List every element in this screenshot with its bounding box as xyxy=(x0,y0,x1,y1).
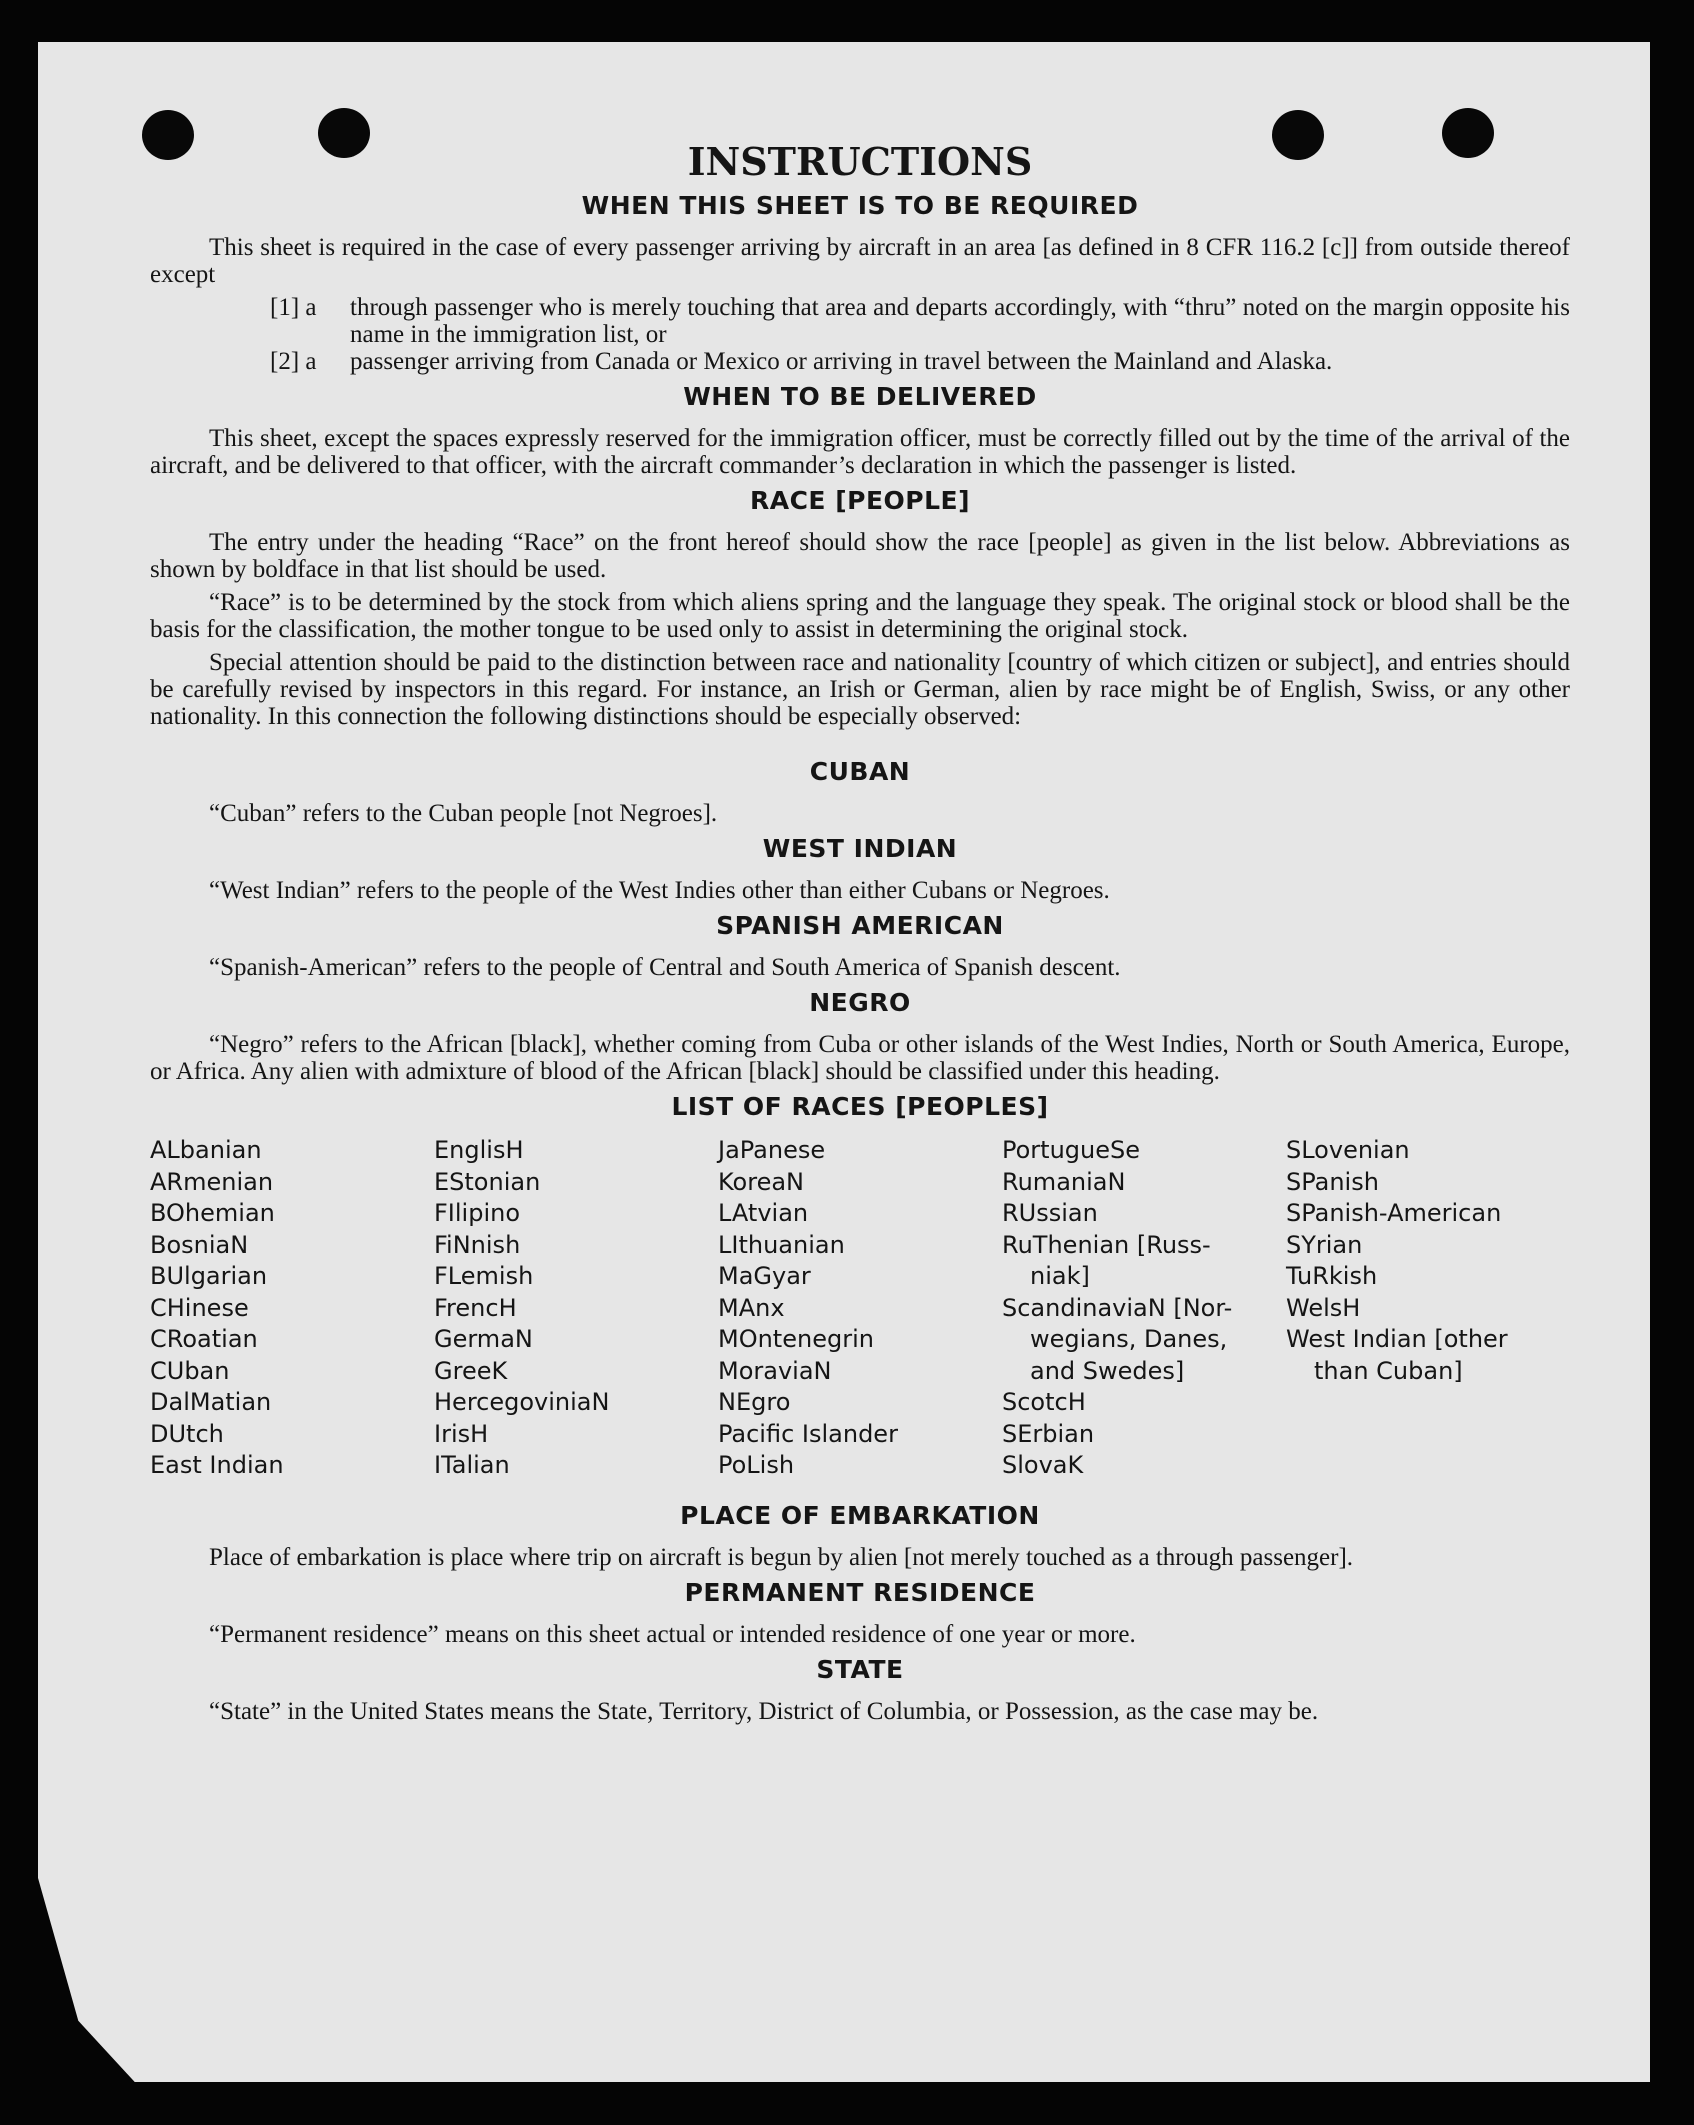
race-column xyxy=(1002,1135,1286,1482)
race-column xyxy=(718,1135,1002,1482)
race-item: wegians, Danes, xyxy=(1030,1325,1228,1353)
section-heading: LIST OF RACES [PEOPLES] xyxy=(671,1092,1049,1121)
race-item: JaPanese xyxy=(718,1136,826,1164)
race-item: RUssian xyxy=(1002,1199,1098,1227)
section-heading: RACE [PEOPLE] xyxy=(749,486,971,515)
race-item: than Cuban] xyxy=(1314,1356,1463,1385)
race-item: FrencH xyxy=(434,1293,517,1322)
race-item: FiNnish xyxy=(434,1230,521,1259)
race-item: East Indian xyxy=(150,1451,284,1479)
race-item: ScotcH xyxy=(1002,1388,1086,1416)
race-item: Pacific Islander xyxy=(718,1419,898,1448)
section-heading: SPANISH AMERICAN xyxy=(716,911,1004,940)
race-item: niak] xyxy=(1030,1262,1090,1290)
race-item: SErbian xyxy=(1002,1419,1095,1448)
race-item: KoreaN xyxy=(718,1167,804,1196)
race-item: IrisH xyxy=(434,1419,489,1448)
section-heading: CUBAN xyxy=(809,757,911,786)
race-item: PortugueSe xyxy=(1002,1136,1140,1164)
section-heading: PLACE OF EMBARKATION xyxy=(680,1500,1040,1530)
race-item: RumaniaN xyxy=(1002,1167,1126,1196)
race-item: MOntenegrin xyxy=(718,1325,874,1353)
race-item: GermaN xyxy=(434,1325,533,1353)
section-heading: WHEN TO BE DELIVERED xyxy=(683,382,1037,411)
race-item: WelsH xyxy=(1286,1293,1361,1322)
race-item: DalMatian xyxy=(150,1388,272,1416)
race-item: BUlgarian xyxy=(150,1262,268,1290)
item-text: through passenger who is merely touching that area and departs accordingly, with “thru” noted on the margin opposite his name in the immigration list, or xyxy=(350,294,1570,348)
race-item: CRoatian xyxy=(150,1325,258,1353)
race-item: LAtvian xyxy=(718,1199,809,1227)
document-title: INSTRUCTIONS xyxy=(687,139,1033,184)
race-column xyxy=(1286,1135,1570,1482)
section-text: “State” in the United States means the State, Territory, District of Columbia, or Possession, as the case may be. xyxy=(209,1697,1319,1725)
race-item: EnglisH xyxy=(434,1136,524,1164)
race-item: LIthuanian xyxy=(718,1230,845,1259)
race-item: NEgro xyxy=(718,1388,791,1416)
race-item: BosniaN xyxy=(150,1230,249,1259)
race-item: West Indian [other xyxy=(1286,1325,1508,1353)
section-text: “Cuban” refers to the Cuban people [not Negroes]. xyxy=(209,800,718,827)
race-item: CHinese xyxy=(150,1293,249,1322)
race-item: PoLish xyxy=(718,1451,795,1479)
race-item: SPanish-American xyxy=(1286,1199,1502,1227)
section-text: Special attention should be paid to the distinction between race and nationality [country of which citizen or subject], and entries should be carefully revised by inspectors in this regard. For instance, an Irish or German, alien by race might be of English, Swiss, or any other nationality. In this connection the following distinctions should be especially observed: xyxy=(150,649,1570,730)
race-item: ScandinaviaN [Nor- xyxy=(1002,1293,1233,1322)
section-text: “Race” is to be determined by the stock from which aliens spring and the language they speak. The original stock or blood shall be the basis for the classification, the mother tongue to be used only to assist in determining the original stock. xyxy=(150,589,1570,643)
race-item: MAnx xyxy=(718,1293,785,1322)
list-item xyxy=(270,294,1570,348)
race-item: ALbanian xyxy=(150,1136,262,1164)
section-heading: WEST INDIAN xyxy=(762,834,958,863)
section-text: This sheet, except the spaces expressly reserved for the immigration officer, must be correctly filled out by the time of the arrival of the aircraft, and be delivered to that officer, with the aircraft commander’s declaration in which the passenger is listed. xyxy=(150,425,1570,479)
race-item: MaGyar xyxy=(718,1262,811,1290)
section-text: This sheet is required in the case of every passenger arriving by aircraft in an area [as defined in 8 CFR 116.2 [c]] from outside thereof except xyxy=(150,234,1570,288)
item-text: passenger arriving from Canada or Mexico or arriving in travel between the Mainland and Alaska. xyxy=(350,348,1333,375)
race-column xyxy=(434,1135,718,1482)
race-list xyxy=(150,1135,1570,1482)
race-item: SLovenian xyxy=(1286,1136,1410,1164)
list-item xyxy=(270,348,1570,375)
race-item: BOhemian xyxy=(150,1199,275,1227)
item-number: [1] a xyxy=(270,294,317,321)
section-text: “Permanent residence” means on this sheet actual or intended residence of one year or more. xyxy=(209,1620,1136,1648)
item-number: [2] a xyxy=(270,348,317,375)
race-item: RuThenian [Russ- xyxy=(1002,1230,1211,1259)
race-item: FIlipino xyxy=(434,1199,521,1227)
section-text: The entry under the heading “Race” on the front hereof should show the race [people] as given in the list below. Abbreviations as shown by boldface in that list should be used. xyxy=(150,529,1570,583)
race-item: HercegoviniaN xyxy=(434,1388,610,1416)
race-item: TuRkish xyxy=(1286,1262,1378,1290)
section-text: “Spanish-American” refers to the people of Central and South America of Spanish descent. xyxy=(209,954,1121,981)
race-item: EStonian xyxy=(434,1167,541,1196)
section-text: “Negro” refers to the African [black], whether coming from Cuba or other islands of the West Indies, North or South America, Europe, or Africa. Any alien with admixture of blood of the African [black] should be classified under this heading. xyxy=(150,1031,1570,1085)
race-item: CUban xyxy=(150,1356,230,1385)
section-heading: STATE xyxy=(816,1654,904,1684)
race-item: SlovaK xyxy=(1002,1451,1084,1479)
race-item: GreeK xyxy=(434,1356,508,1385)
section-heading: PERMANENT RESIDENCE xyxy=(684,1577,1036,1607)
race-item: SPanish xyxy=(1286,1167,1379,1196)
race-item: DUtch xyxy=(150,1419,224,1448)
section-heading: WHEN THIS SHEET IS TO BE REQUIRED xyxy=(581,191,1139,220)
race-item: and Swedes] xyxy=(1030,1356,1185,1385)
race-item: SYrian xyxy=(1286,1230,1363,1259)
section-text: Place of embarkation is place where trip on aircraft is begun by alien [not merely touched as a through passenger]. xyxy=(209,1543,1354,1571)
section-text: “West Indian” refers to the people of the West Indies other than either Cubans or Negroes. xyxy=(209,877,1110,904)
race-column xyxy=(150,1135,434,1482)
race-item: MoraviaN xyxy=(718,1356,832,1385)
race-item: FLemish xyxy=(434,1262,534,1290)
race-item: ARmenian xyxy=(150,1167,274,1196)
section-heading: NEGRO xyxy=(809,988,911,1017)
race-item: ITalian xyxy=(434,1451,510,1479)
instructions-document xyxy=(150,140,1570,1731)
